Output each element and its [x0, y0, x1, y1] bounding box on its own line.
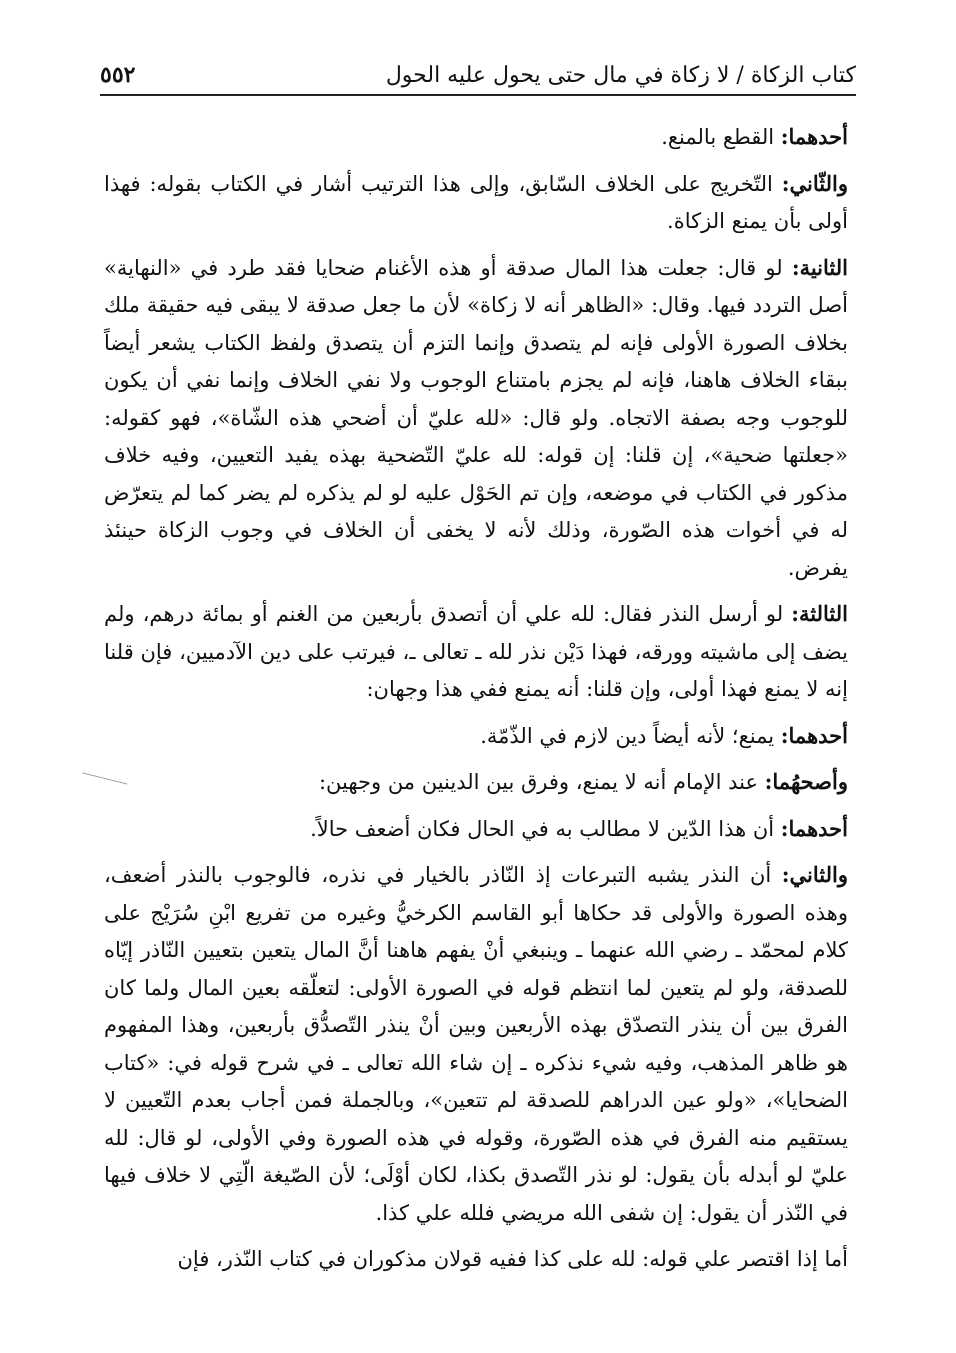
paragraph-text: لو أرسل النذر فقال: لله علي أن أتصدق بأربعين من الغنم أو بمائة درهم، ولم يضف إلى ماشيته وورقه، فهذا دَيْن نذر لله ـ تعالى ـ، فيرتب على دين الآدميين، فإن قلنا إنه لا يمنع فهذا أولى، وإن قلنا: أنه يمنع ففي هذا وجهان: [104, 602, 848, 701]
paragraph-text: لو قال: جعلت هذا المال صدقة أو هذه الأغنام ضحايا فقد طرد في «النهاية» أصل التردد فيها. وقال: «الظاهر أنه لا زكاة» لأن ما جعل صدقة لا يبقى فيه حقيقة ملك بخلاف الصورة الأولى فإنه لم يتصدق وإنما التزم أن يتصدق ولفظ الكتاب يشعر أيضاً ببقاء الخلاف هاهنا، فإنه لم يجزم بامتناع الوجوب ولا نفي الخلاف وإنما نفي أن يكون للوجوب وجه بصفة الاتجاه. ولو قال: «لله عليّ أن أضحي هذه الشّاة»، فهو كقوله: «جعلتها ضحية»، إن قلنا: إن قوله: لله عليّ التّضحية بهذه يفيد التعيين، وفيه خلاف مذكور في الكتاب في موضعه، وإن تم الحَوْل عليه لو لم يذكره لم يضر كما لم يتعرّض له في أخوات هذه الصّورة، وذلك لأنه لا يخفى أن الخلاف في وجوب الزكاة حينئذ يفرض. [104, 255, 848, 580]
paragraph-lead: والثاني: [781, 862, 848, 887]
paragraph [104, 249, 848, 588]
paragraph-text: يمنع؛ لأنه أيضاً دين لازم في الذّمّة. [480, 723, 781, 748]
paragraph [104, 856, 848, 1232]
body-text [104, 118, 848, 1287]
paragraph-text: عند الإمام أنه لا يمنع، وفرق بين الدينين من وجهين: [318, 770, 765, 794]
paragraph-lead: والثّاني: [781, 170, 848, 196]
paragraph-text: أن هذا الدّين لا مطالب به في الحال فكان أضعف حالاً. [310, 816, 781, 841]
paragraph-text: التّخريج على الخلاف السّابق، وإلى هذا الترتيب أشار في الكتاب بقوله: فهذا أولى بأن يمنع الزكاة. [104, 171, 848, 233]
paragraph [104, 165, 848, 241]
paragraph-lead: وأصحهُما: [764, 769, 848, 794]
paragraph-lead: الثالثة: [791, 601, 848, 626]
paragraph-lead: الثانية: [791, 254, 848, 280]
paragraph-lead: أحدهما: [780, 124, 848, 149]
paragraph [104, 595, 848, 709]
paragraph-lead: أحدهما: [780, 722, 848, 748]
paragraph [104, 717, 848, 756]
header-title: كتاب الزكاة / لا زكاة في مال حتى يحول عليه الحول [385, 63, 856, 88]
paragraph-text: أما إذا اقتصر علي قوله: لله على كذا ففيه قولان مذكوران في كتاب النّذر، فإن [177, 1247, 848, 1271]
paragraph-text: أن النذر يشبه التبرعات إذ النّاذر بالخيار في نذره، فالوجوب بالنذر أضعف، وهذه الصورة والأولى قد حكاها أبو القاسم الكرخيُّ وغيره من تفريع ابْنِ سُرَيْج على كلام لمحمّد ـ رضي الله عنهما ـ وينبغي أنْ يفهم هاهنا أنَّ المال يتعين بتعيين النّاذر إيّاه للصدقة، ولو لم يتعين لما انتظم قوله في الصورة الأولى: لتعلّقه بعين المال ولما كان الفرق بين أن ينذر التصدّق بهذه الأربعين وبين أنْ ينذر التّصدُّق بأربعين، وهذا المفهوم هو ظاهر المذهب، وفيه شيء نذكره ـ إن شاء الله تعالى ـ في شرح قوله في: «كتاب الضحايا»، «ولو عين الدراهم للصدقة لم تتعين»، وبالجملة فمن أجاب بعدم التّعيين لا يستقيم منه الفرق في هذه الصّورة، وقوله في هذه الصورة وفي الأولى، لو قال: لله عليّ لو أبدله بأن يقول: لو نذر التّصدق بكذا، لكان أوْلَى؛ لأن الصّيغة الّتِي لا خلاف فيها في النّذر أن يقول: إن شفى الله مريضي فلله علي كذا. [104, 863, 848, 1225]
paragraph [104, 763, 848, 802]
paragraph [104, 1240, 848, 1279]
paragraph-text: القطع بالمنع. [661, 125, 781, 149]
running-header [100, 50, 856, 96]
paragraph-lead: أحدهما: [780, 815, 848, 841]
paragraph [104, 118, 848, 157]
paragraph [104, 810, 848, 849]
page-number: ٥٥٢ [100, 62, 136, 88]
